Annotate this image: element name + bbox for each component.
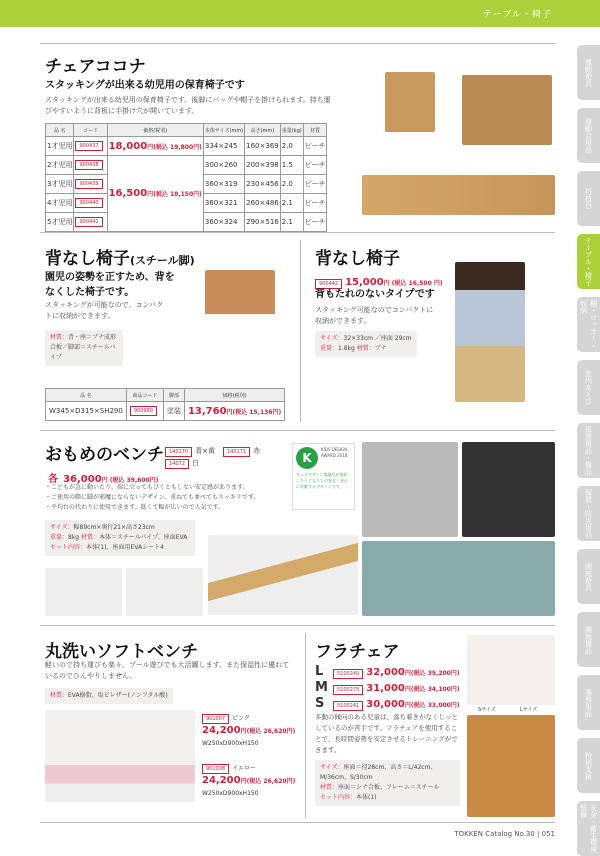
sidebar-tab[interactable]: 巧技台 [577,171,600,226]
bench-red-image [45,568,122,616]
child-on-stool-image [455,262,525,402]
product-title: フラチェア [315,642,400,662]
divider [40,430,555,431]
column-header: 商品コード [126,389,163,402]
divider [40,232,555,233]
table-row: 5才児用 900441 360×324 290×516 2.1 ビーチ [46,213,327,232]
product-title: おもめのベンチ [45,445,164,465]
divider [40,822,555,823]
product-subtitle: スタッキングが出来る幼児用の保育椅子です [45,80,245,91]
hula-chair-image [467,635,555,705]
soft-bench-image [45,710,195,802]
stacked-chairs-image [462,75,552,145]
chair-image [385,72,435,132]
spec-box: サイズ：座面＝径28cm、高さ＝L/42cm、M/36cm、S/30cm 材質：座面＝シナ合板、フレーム＝スチール セット内容：本体(1) [315,760,460,806]
chairs-lineup-image [362,175,555,215]
divider [40,625,555,626]
color-option: 140170 青×黄 [165,445,215,457]
award-badge: K KIDS DESIGN AWARD 2018 キッズデザイン協議会が表彰した子どもたちの安全・安心に貢献するデザインです。 [292,443,355,510]
bench-blue-image [208,535,358,615]
bullet-item: ・ご使用の際に脚が邪魔にならないデザイン。重ねても並べてもスッキリです。 [45,494,260,501]
color-option: 140171 赤 [223,445,260,457]
sidebar-tab[interactable]: 運動会用品 [577,108,600,163]
sidebar-tab[interactable]: 保育用品・備品 [577,423,600,478]
sidebar-tab[interactable]: テーブル・椅子 [577,234,600,289]
product-desc: 軽いので持ち運びも楽々、プール遊びでも大活躍します。また保湿性に優れているのでひんやりしません。 [45,661,290,680]
bullet-list [45,483,295,513]
price-line: 900442 15,000円 (税込 16,500 円) [315,270,443,289]
column-header: 品 名 [46,389,127,402]
color-options [165,445,285,469]
spec-box: サイズ：32×33cm ／座面 29cm 重量：1.8kg 材質：ブナ [315,331,417,357]
divider [300,240,301,422]
product-title: 丸洗いソフトベンチ [45,642,198,662]
product-title: チェアココナ [45,57,146,77]
sidebar-tab[interactable]: 室内あそび [577,360,600,415]
bench-stack-image [362,442,458,537]
sidebar-tab[interactable]: 運動遊具 [577,45,600,100]
product-title: 背なし椅子(スチール脚) [45,249,195,269]
size-price-row: S 5100241 30,000円(税込 33,000円) [315,696,460,711]
variant-item: 901007 ピンク 24,200円(税込 26,620円) W250xD900xH150 [202,715,296,747]
image-caption: Sサイズ [478,707,496,713]
bench-black-image [462,442,555,537]
sidebar-tab[interactable]: 特別支援 [577,738,600,793]
product-desc: 多動の傾向のある児童は、落ち着きがなくじっとしているのが苦手です。フラチェアを使用することで、長時間姿勢を安定させるトレーニングができます。 [315,713,458,754]
column-header: 脚部 [163,389,184,402]
price-line: 各 36,000円 (税込 39,600円) [48,474,159,485]
product-subtitle: 園児の姿勢を正すため、背をなくした椅子です。 [45,272,175,298]
section-title: テーブル・椅子 [482,10,552,20]
column-header: 品 名 [46,124,74,137]
table-row: 2才児用 900438 16,500円(税込 18,150円) 300×260 200×398 1.5 ビーチ [46,156,327,175]
size-price-row: M 5100275 31,000円(税込 34,100円) [315,680,460,695]
steel-table: 品 名 商品コード 脚部 価格(税別) W345×D315×SH290 900980 塗装 13,760円(税込 15,136円) [45,388,285,421]
product-subtitle: 背もたれのないタイプです [315,289,435,300]
sidebar-tab[interactable]: 事務用品 [577,675,600,730]
divider [40,43,555,44]
coconut-table [45,123,327,232]
spec-box: サイズ：幅89cm×奥行21×高さ23cm 重量：8kg 材質：本体＝スチールパイプ、座面EVA セット内容：本体(1)、座面用EVAシート4 [45,520,195,556]
sidebar-tab[interactable]: 安全・衛生環境整備 [577,801,600,856]
table-row: 3才児用 900439 360×319 230×456 2.0 ビーチ [46,175,327,194]
column-header: 重量(kg) [280,124,303,137]
header-bar [0,0,600,27]
product-title: 背なし椅子 [315,249,400,269]
column-header: 価格(税別) [184,389,284,402]
sidebar-tab[interactable]: 園庭遊具 [577,549,600,604]
bench-white-image [126,568,203,616]
size-price-row: L 5100240 32,000円(税込 35,200円) [315,664,460,679]
divider [305,633,306,818]
steel-stool-image [205,270,275,380]
color-option: 14072 白 [165,457,199,469]
column-header: コード [74,124,107,137]
sidebar-tab[interactable]: 園庭備品 [577,612,600,667]
product-desc: スタッキングが可能なので、コンパクトに収納ができます。 [45,301,164,320]
spec-box: 材質：背・座＝ブナ成形合板／脚部＝スチールパイプ [45,330,123,366]
product-desc: スタッキング可能なのでコンパクトに収納ができます。 [315,306,434,325]
product-desc: スタッキングが出来る幼児用の保育椅子です。後脚にバッグや帽子を掛けられます。持ち運びやすいように背板に手掛け穴が開いています。 [45,96,331,115]
footer-page-number: TOKKEN Catalog No.30 | 051 [454,830,555,838]
column-header: 本体サイズ(mm) [203,124,244,137]
award-logo-icon: K [296,447,318,469]
column-header: 価格(税別) [107,124,203,137]
bullet-item: ・平均台の代わりに使用できます。低くて幅が広いので人気です。 [45,504,225,511]
spec-box: 材質：EVA樹脂、塩ビレザー(ノンフタル酸) [45,688,173,704]
column-header: 高さ(mm) [245,124,281,137]
children-hula-image [467,715,555,817]
image-caption: Lサイズ [520,707,538,713]
column-header: 材質 [303,124,327,137]
table-row: 4才児用 900440 360×321 260×486 2.1 ビーチ [46,194,327,213]
sidebar-tab[interactable]: 保健・防災用品 [577,486,600,541]
variant-item: 901008 イエロー 24,200円(税込 26,620円) W250xD900xH150 [202,765,296,797]
sidebar-tab[interactable]: 棚・ロッカー・収納 [577,297,600,352]
bullet-item: ・こどもが急に動いたり、端に立ってもびくともしない安定感があります。 [45,484,249,491]
table-row: 1才児用 900437 18,000円(税込 19,800円) 334×245 160×369 2.0 ビーチ [46,137,327,156]
children-on-bench-image [362,541,555,616]
